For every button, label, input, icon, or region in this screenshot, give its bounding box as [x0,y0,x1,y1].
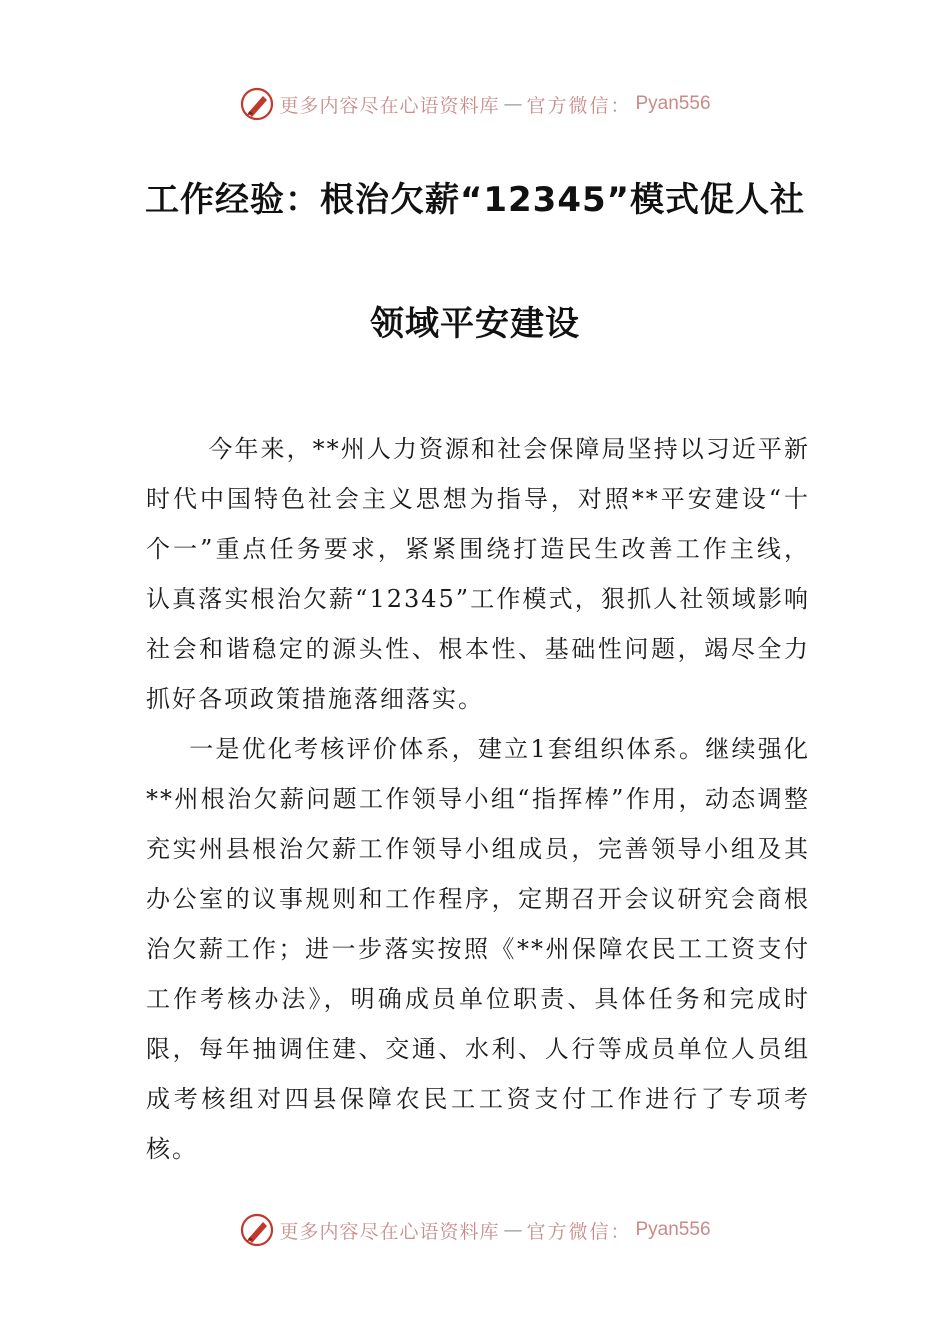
pen-logo-icon [239,86,275,122]
footer-watermark [0,1210,950,1250]
header-watermark [0,84,950,124]
watermark-wechat-id: Pyan556 [635,1219,711,1240]
watermark-contact-label: 官方微信： [526,94,632,117]
document-body [146,424,810,1174]
document-title-line-2: 领域平安建设 [370,304,580,344]
pen-logo-icon [239,1212,275,1248]
document-title-line-1: 工作经验：根治欠薪“12345”模式促人社 [145,180,805,220]
watermark-contact-label: 官方微信： [526,1220,632,1243]
watermark-site-text: 更多内容尽在心语资料库 [279,94,500,117]
body-paragraph: 今年来，**州人力资源和社会保障局坚持以习近平新时代中国特色社会主义思想为指导，对照**平安建设“十个一”重点任务要求，紧紧围绕打造民生改善工作主线，认真落实根治欠薪“12345”工作模式，狠抓人社领域影响社会和谐稳定的源头性、根本性、基础性问题，竭尽全力抓好各项政策措施落细落实。 [146,435,810,713]
watermark-separator: — [503,1219,523,1241]
body-paragraph: 一是优化考核评价体系，建立1套组织体系。继续强化**州根治欠薪问题工作领导小组“指挥棒”作用，动态调整充实州县根治欠薪工作领导小组成员，完善领导小组及其办公室的议事规则和工作程序，定期召开会议研究会商根治欠薪工作；进一步落实按照《**州保障农民工工资支付工作考核办法》，明确成员单位职责、具体任务和完成时限，每年抽调住建、交通、水利、人行等成员单位人员组成考核组对四县保障农民工工资支付工作进行了专项考核。 [146,735,810,1163]
watermark-separator: — [503,93,523,115]
watermark-site-text: 更多内容尽在心语资料库 [279,1220,500,1243]
watermark-wechat-id: Pyan556 [635,93,711,114]
